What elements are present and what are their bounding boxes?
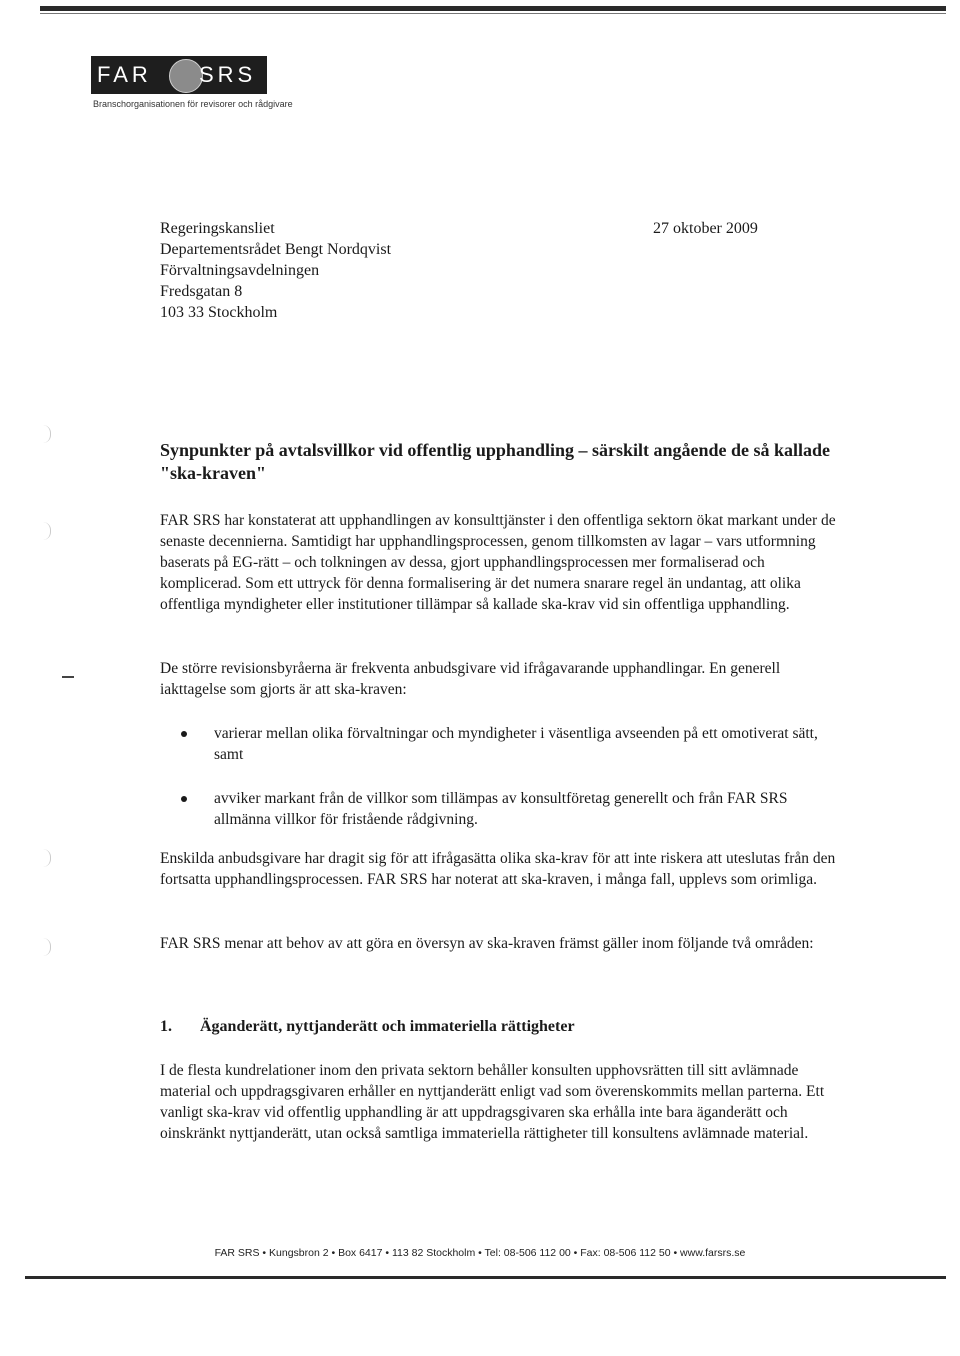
paragraph-observation: De större revisionsbyråerna är frekventa anbudsgivare vid ifrågavarande upphandlingar. En generell iakttagelse som gjorts är att ska-kraven:	[160, 660, 781, 698]
top-rule-thin	[40, 13, 946, 14]
letter-date: 27 oktober 2009	[653, 220, 758, 237]
scan-bracket-mark	[42, 849, 51, 867]
scan-bracket-mark	[42, 425, 51, 443]
paragraph-intro: FAR SRS har konstaterat att upphandlingen av konsulttjänster i den offentliga sektorn ökat markant under de senaste decennierna. Samtidigt har upphandlingsprocessen, genom tillkomsten av lagar – vars utformning baserats på EG-rätt – och tolkningen av dessa, gjort upphandlingsprocessen mer formaliserad och komplicerad. Som ett uttryck för denna formalisering är det numera snarare regel än undantag, att olika offentliga myndigheter eller institutioner tillämpar så kallade ska-krav vid sin offentliga upphandling.	[160, 512, 836, 613]
section-title: Äganderätt, nyttjanderätt och immateriella rättigheter	[200, 1018, 575, 1035]
paragraph-bidders: Enskilda anbudsgivare har dragit sig för att ifrågasätta olika ska-krav för att inte riskera att uteslutas från den fortsatta upphandlingsprocessen. FAR SRS har noterat att ska-kraven, i många fall, upplevs som orimliga.	[160, 850, 836, 888]
letter-heading: Synpunkter på avtalsvillkor vid offentlig upphandling – särskilt angående de så kallade "ska-kraven"	[160, 440, 831, 483]
logo-srs-text: SRS	[199, 62, 257, 87]
bullet-item	[160, 788, 840, 832]
scan-bracket-mark	[42, 938, 51, 956]
bullet-text: avviker markant från de villkor som tillämpas av konsultföretag generellt och från FAR SRS allmänna villkor för fristående rådgivning.	[214, 790, 788, 828]
bullet-text: varierar mellan olika förvaltningar och myndigheter i väsentliga avseenden på ett omotiverat sätt, samt	[214, 725, 818, 763]
logo-far-text: FAR	[97, 62, 152, 87]
bullet-dot-icon	[181, 731, 187, 737]
logo-circle-icon	[169, 59, 203, 93]
letterhead-footer: FAR SRS • Kungsbron 2 • Box 6417 • 113 82 Stockholm • Tel: 08-506 112 00 • Fax: 08-506 112 50 • www.farsrs.se	[214, 1247, 746, 1259]
recipient-line: Departementsrådet Bengt Nordqvist	[160, 241, 392, 258]
section-number: 1.	[160, 1018, 172, 1035]
recipient-line: Regeringskansliet	[160, 220, 275, 237]
recipient-line: 103 33 Stockholm	[160, 304, 278, 321]
recipient-line: Fredsgatan 8	[160, 283, 243, 300]
section-heading	[160, 1018, 575, 1036]
recipient-address	[160, 218, 391, 323]
margin-mark	[62, 676, 74, 678]
recipient-line: Förvaltningsavdelningen	[160, 262, 320, 279]
far-srs-logo	[91, 56, 267, 94]
bullet-dot-icon	[181, 796, 187, 802]
bottom-rule	[25, 1276, 946, 1279]
paragraph-areas: FAR SRS menar att behov av att göra en översyn av ska-kraven främst gäller inom följande två områden:	[160, 935, 814, 952]
paragraph-ownership: I de flesta kundrelationer inom den privata sektorn behåller konsulten upphovsrätten till sitt avlämnade material och uppdragsgivaren erhåller en nyttjanderätt enligt vad som överenskommits mellan parterna. Ett vanligt ska-krav vid offentlig upphandling är att uppdragsgivaren ska erhålla inte bara äganderätt och oinskränkt nyttjanderätt, utan också samtliga immateriella rättigheter till konsultens avlämnade material.	[160, 1062, 825, 1142]
top-rule	[40, 6, 946, 11]
logo-tagline: Branschorganisationen för revisorer och rådgivare	[93, 99, 293, 109]
scan-bracket-mark	[42, 522, 51, 540]
bullet-item	[160, 723, 840, 767]
